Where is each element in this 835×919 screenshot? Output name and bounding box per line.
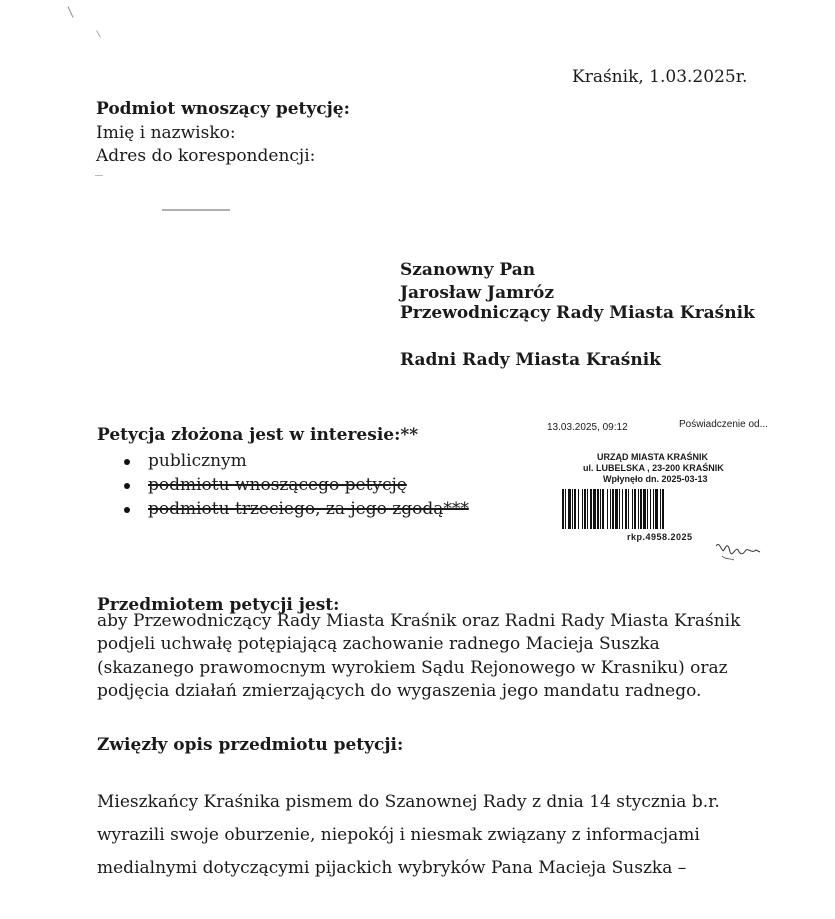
signature-icon [712, 538, 764, 564]
description-heading: Zwięzły opis przedmiotu petycji: [97, 735, 404, 755]
description-line: wyrazili swoje oburzenie, niepokój i niesmak związany z informacjami [97, 825, 700, 845]
redaction-mark [162, 209, 230, 211]
subject-heading: Przedmiotem petycji jest: [97, 595, 340, 615]
place-date: Kraśnik, 1.03.2025r. [572, 67, 748, 87]
stamp-received: Wpłynęło dn. 2025-03-13 [603, 474, 708, 484]
addressee-line: Jarosław Jamróz [400, 283, 555, 303]
scan-mark [96, 30, 101, 37]
redaction-mark [95, 175, 103, 176]
stamp-confirmation: Poświadczenie od... [679, 419, 768, 430]
subject-line: podjęcia działań zmierzających do wygaszenia jego mandatu radnego. [97, 681, 702, 701]
bullet-icon [124, 507, 130, 513]
stamp-street: ul. LUBELSKA , 23-200 KRAŚNIK [583, 463, 724, 473]
submitter-heading: Podmiot wnoszący petycję: [96, 99, 350, 119]
interest-option: podmiotu trzeciego, za jego zgodą*** [118, 497, 469, 521]
subject-line: aby Przewodniczący Rady Miasta Kraśnik oraz Radni Rady Miasta Kraśnik [97, 611, 741, 631]
description-line: medialnymi dotyczącymi pijackich wybryków Pana Macieja Suszka – [97, 858, 687, 878]
description-line: Mieszkańcy Kraśnika pismem do Szanownej Rady z dnia 14 stycznia b.r. [97, 792, 720, 812]
name-label: Imię i nazwisko: [96, 123, 236, 143]
addressee-line: Przewodniczący Rady Miasta Kraśnik [400, 303, 755, 323]
interest-heading: Petycja złożona jest w interesie:** [97, 425, 419, 445]
subject-line: (skazanego prawomocnym wyrokiem Sądu Rejonowego w Krasniku) oraz [97, 658, 728, 678]
stamp-reference: rkp.4958.2025 [627, 532, 693, 542]
interest-option: podmiotu wnoszącego petycję [118, 473, 469, 497]
interest-options [118, 449, 469, 521]
addressee-line: Szanowny Pan [400, 260, 536, 280]
address-label: Adres do korespondencji: [96, 146, 316, 166]
stamp-datetime: 13.03.2025, 09:12 [547, 422, 628, 433]
barcode [562, 489, 762, 529]
barcode-bar [664, 489, 665, 529]
stamp-office: URZĄD MIASTA KRAŚNIK [597, 452, 708, 462]
subject-line: podjeli uchwałę potępiającą zachowanie radnego Macieja Suszka [97, 634, 660, 654]
scan-mark [68, 6, 74, 17]
interest-option: publicznym [118, 449, 469, 473]
bullet-icon [124, 483, 130, 489]
bullet-icon [124, 459, 130, 465]
addressee-line: Radni Rady Miasta Kraśnik [400, 350, 661, 370]
